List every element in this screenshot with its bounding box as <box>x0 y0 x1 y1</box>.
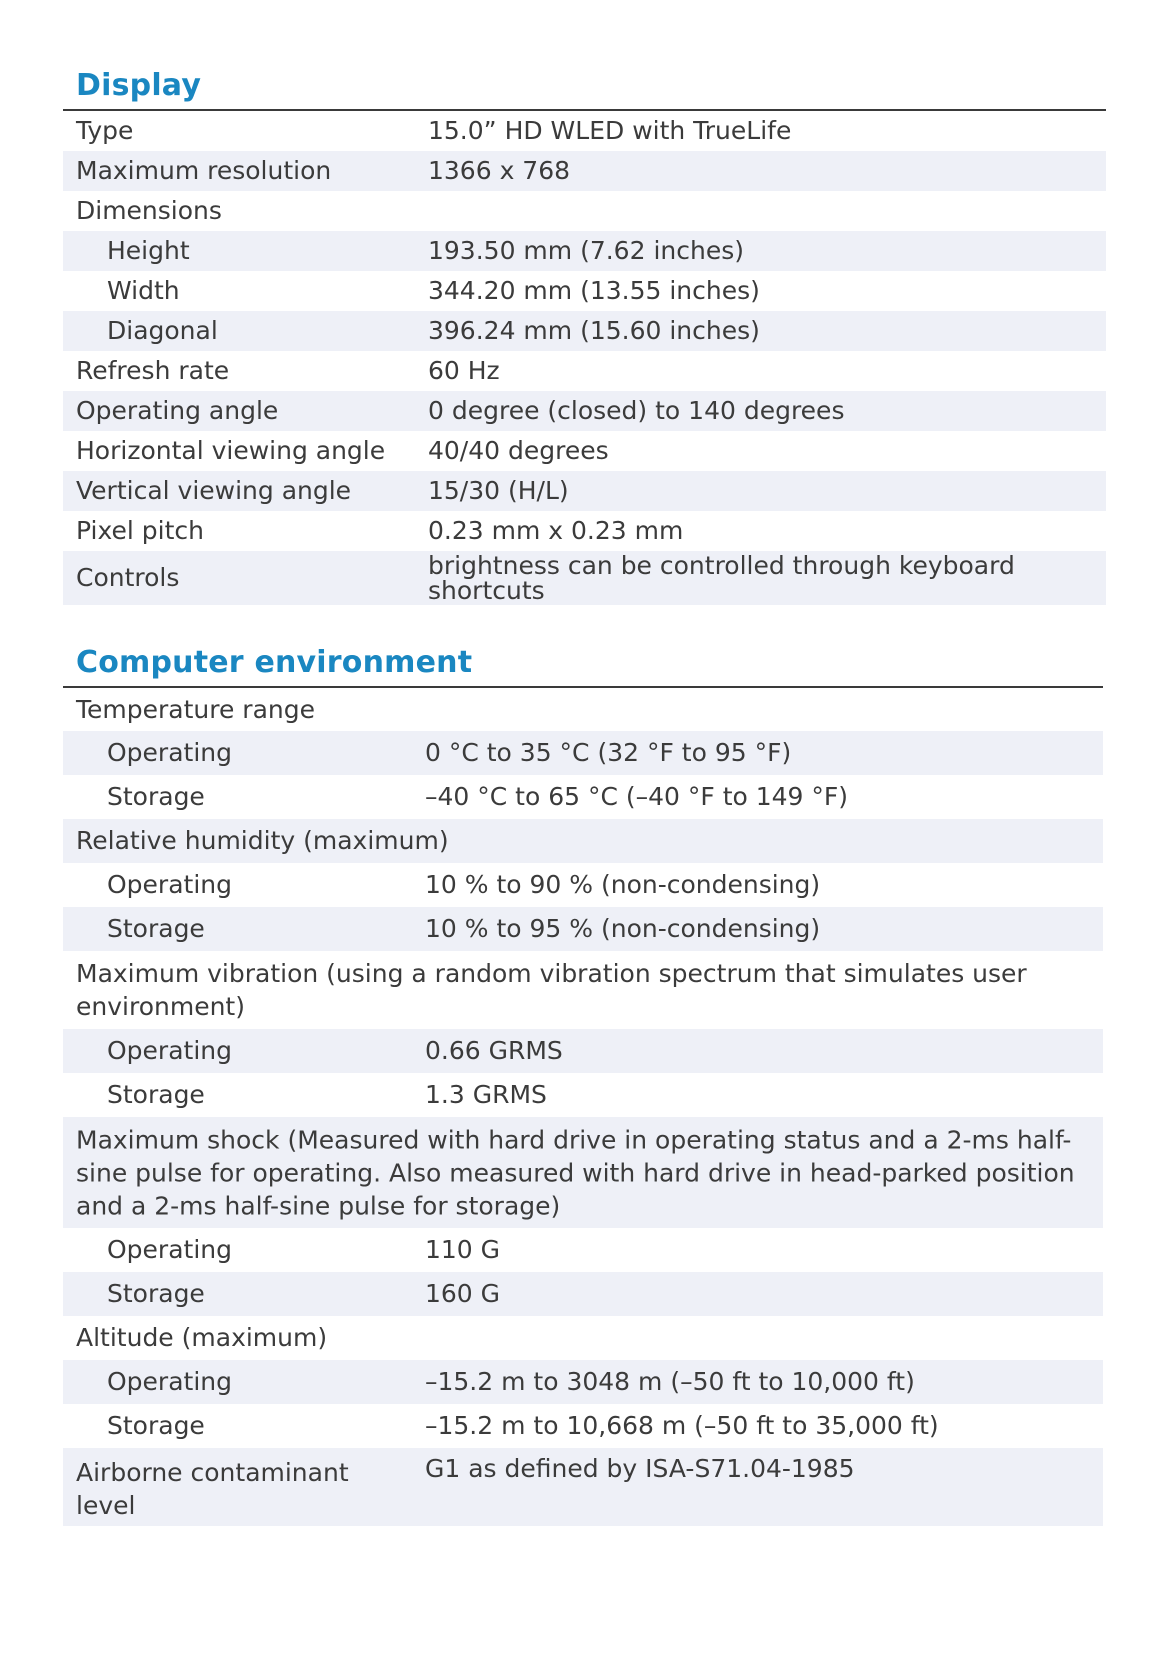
spec-value: 193.50 mm (7.62 inches) <box>428 236 744 265</box>
spec-label: Relative humidity (maximum) <box>76 826 449 855</box>
spec-value: G1 as defined by ISA-S71.04-1985 <box>425 1454 855 1483</box>
environment-spec-table <box>63 688 1103 1526</box>
spec-row <box>63 1404 1103 1448</box>
spec-sublabel: Diagonal <box>107 316 218 345</box>
spec-value: 0 °C to 35 °C (32 °F to 95 °F) <box>425 738 792 767</box>
spec-row <box>63 731 1103 775</box>
spec-row <box>63 351 1106 391</box>
spec-value: –15.2 m to 3048 m (–50 ft to 10,000 ft) <box>425 1367 915 1396</box>
spec-sublabel: Operating <box>107 1235 232 1264</box>
spec-value: 15/30 (H/L) <box>428 476 569 505</box>
spec-value: 60 Hz <box>428 356 500 385</box>
spec-row <box>63 1316 1103 1360</box>
spec-sublabel: Operating <box>107 870 232 899</box>
spec-row <box>63 551 1106 605</box>
spec-row <box>63 907 1103 951</box>
spec-value: 40/40 degrees <box>428 436 609 465</box>
spec-row <box>63 391 1106 431</box>
spec-label: Dimensions <box>76 196 222 225</box>
spec-label: Airborne contaminant level <box>76 1458 349 1520</box>
spec-row <box>63 688 1103 731</box>
spec-value: 10 % to 90 % (non-condensing) <box>425 870 821 899</box>
spec-row <box>63 775 1103 819</box>
spec-label: Controls <box>76 563 180 592</box>
spec-value: 15.0” HD WLED with TrueLife <box>428 116 792 145</box>
spec-row <box>63 271 1106 311</box>
spec-sublabel: Operating <box>107 738 232 767</box>
spec-row <box>63 1360 1103 1404</box>
spec-value: 0.23 mm x 0.23 mm <box>428 516 684 545</box>
spec-row <box>63 511 1106 551</box>
environment-section-title: Computer environment <box>76 645 473 680</box>
spec-value: 0 degree (closed) to 140 degrees <box>428 396 845 425</box>
spec-row <box>63 471 1106 511</box>
spec-value: 344.20 mm (13.55 inches) <box>428 276 760 305</box>
spec-value: –15.2 m to 10,668 m (–50 ft to 35,000 ft) <box>425 1411 939 1440</box>
spec-label: Operating angle <box>76 396 279 425</box>
spec-row <box>63 191 1106 231</box>
spec-label: Maximum resolution <box>76 156 332 185</box>
display-spec-table <box>63 111 1106 605</box>
spec-label: Maximum vibration (using a random vibration spectrum that simulates user environment) <box>76 959 1027 1021</box>
spec-row <box>63 311 1106 351</box>
spec-row <box>63 951 1103 1029</box>
spec-row <box>63 1073 1103 1117</box>
spec-label: Maximum shock (Measured with hard drive in operating status and a 2-ms half-sine pulse for operating. Also measured with hard drive in head-parked position and a 2-ms half-sine pulse for storage) <box>76 1125 1075 1220</box>
spec-row <box>63 151 1106 191</box>
spec-row <box>63 1117 1103 1228</box>
spec-label: Altitude (maximum) <box>76 1323 328 1352</box>
spec-sublabel: Operating <box>107 1036 232 1065</box>
spec-label: Pixel pitch <box>76 516 204 545</box>
spec-row <box>63 1448 1103 1526</box>
spec-value: 160 G <box>425 1279 501 1308</box>
spec-label: Temperature range <box>76 694 316 724</box>
display-section-title: Display <box>76 68 202 103</box>
spec-value: brightness can be controlled through keyboard shortcuts <box>428 551 1015 605</box>
spec-row <box>63 431 1106 471</box>
spec-sublabel: Storage <box>107 1080 205 1109</box>
spec-sublabel: Operating <box>107 1367 232 1396</box>
spec-value: 110 G <box>425 1235 501 1264</box>
spec-sublabel: Width <box>107 276 180 305</box>
spec-label: Horizontal viewing angle <box>76 436 386 465</box>
spec-row <box>63 111 1106 151</box>
spec-value: 396.24 mm (15.60 inches) <box>428 316 760 345</box>
spec-sublabel: Height <box>107 236 190 265</box>
spec-label: Refresh rate <box>76 356 230 385</box>
spec-label: Vertical viewing angle <box>76 476 352 505</box>
spec-sublabel: Storage <box>107 782 205 811</box>
spec-value: –40 °C to 65 °C (–40 °F to 149 °F) <box>425 782 849 811</box>
spec-label: Type <box>76 116 134 145</box>
spec-row <box>63 1272 1103 1316</box>
spec-value: 10 % to 95 % (non-condensing) <box>425 914 821 943</box>
spec-sublabel: Storage <box>107 914 205 943</box>
spec-value: 0.66 GRMS <box>425 1036 563 1065</box>
spec-value: 1.3 GRMS <box>425 1080 547 1109</box>
spec-row <box>63 819 1103 863</box>
spec-value: 1366 x 768 <box>428 156 571 185</box>
spec-row <box>63 863 1103 907</box>
spec-sublabel: Storage <box>107 1411 205 1440</box>
spec-row <box>63 231 1106 271</box>
spec-sublabel: Storage <box>107 1279 205 1308</box>
spec-row <box>63 1228 1103 1272</box>
spec-row <box>63 1029 1103 1073</box>
